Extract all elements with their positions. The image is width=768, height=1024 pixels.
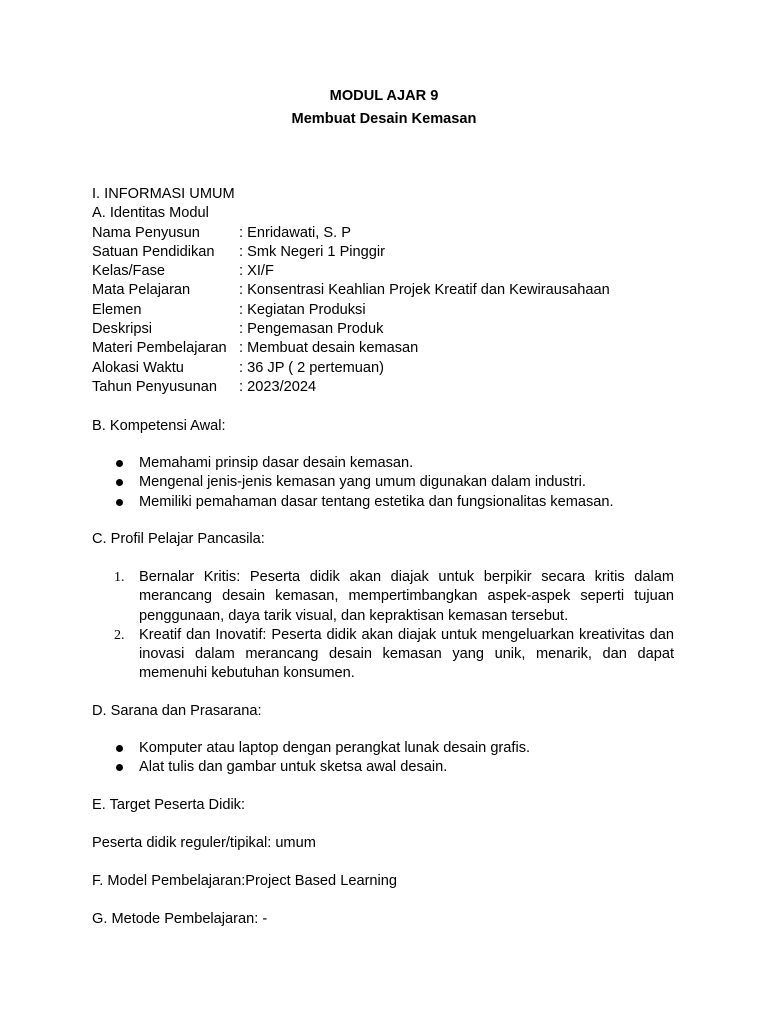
section-target-heading: E. Target Peserta Didik: <box>92 797 246 813</box>
section-kompetensi-heading: B. Kompetensi Awal: <box>92 418 226 434</box>
module-subtitle: Membuat Desain Kemasan <box>291 111 477 127</box>
identity-label: Materi Pembelajaran <box>92 340 227 357</box>
identity-row-deskripsi <box>92 320 676 339</box>
identity-row-elemen <box>92 301 676 320</box>
identity-value: : Pengemasan Produk <box>239 321 384 338</box>
list-item-text: Alat tulis dan gambar untuk sketsa awal desain. <box>139 759 448 776</box>
bullet-icon <box>116 479 123 486</box>
identity-value: : Konsentrasi Keahlian Projek Kreatif dan Kewirausahaan <box>239 282 610 299</box>
identity-value: : XI/F <box>239 263 274 280</box>
bullet-icon <box>116 460 123 467</box>
identity-value: : Enridawati, S. P <box>239 224 351 241</box>
identity-row-alokasi <box>92 359 676 378</box>
identity-row-mapel <box>92 281 676 300</box>
subsection-heading: A. Identitas Modul <box>92 205 209 222</box>
section-profil-heading: C. Profil Pelajar Pancasila: <box>92 531 265 547</box>
section-heading: I. INFORMASI UMUM <box>92 186 235 202</box>
identity-row-tahun <box>92 378 676 397</box>
identity-label: Alokasi Waktu <box>92 359 184 376</box>
section-model-heading: F. Model Pembelajaran:Project Based Learning <box>92 873 398 889</box>
identity-row-materi <box>92 339 676 358</box>
identity-value: : 2023/2024 <box>239 378 317 395</box>
identity-label: Mata Pelajaran <box>92 282 191 299</box>
identity-row-satuan <box>92 243 676 262</box>
profil-list <box>92 568 674 684</box>
module-title: MODUL AJAR 9 <box>329 88 439 104</box>
identity-value: : Smk Negeri 1 Pinggir <box>239 243 385 260</box>
identity-value: : 36 JP ( 2 pertemuan) <box>239 359 384 376</box>
identity-value: : Membuat desain kemasan <box>239 340 419 357</box>
list-item-text: Bernalar Kritis: Peserta didik akan diajak untuk berpikir secara kritis dalam merancang desain kemasan, mempertimbangkan aspek-aspek seperti tujuan penggunaan, daya tarik visual, dan kepraktisan kemasan tersebut. <box>139 569 674 624</box>
section-informasi-umum <box>92 185 676 397</box>
list-number: 1. <box>114 570 125 585</box>
list-item-text: Memiliki pemahaman dasar tentang estetika dan fungsionalitas kemasan. <box>139 493 614 510</box>
bullet-icon <box>116 764 123 771</box>
kompetensi-list <box>92 454 676 512</box>
identity-label: Deskripsi <box>92 321 153 338</box>
list-item <box>92 473 676 492</box>
identity-label: Satuan Pendidikan <box>92 243 215 260</box>
identity-label: Nama Penyusun <box>92 224 200 241</box>
identity-label: Kelas/Fase <box>92 263 166 280</box>
list-item <box>92 626 674 684</box>
list-number: 2. <box>114 627 125 643</box>
bullet-icon <box>116 499 123 506</box>
list-item-text: Komputer atau laptop dengan perangkat lunak desain grafis. <box>139 740 531 756</box>
sarana-list <box>92 739 676 778</box>
identity-label: Elemen <box>92 301 142 318</box>
list-item <box>92 454 676 473</box>
section-sarana-heading: D. Sarana dan Prasarana: <box>92 703 262 719</box>
list-item-text: Memahami prinsip dasar desain kemasan. <box>139 455 414 471</box>
list-item-text: Mengenal jenis-jenis kemasan yang umum digunakan dalam industri. <box>139 474 586 491</box>
list-item-text: Kreatif dan Inovatif: Peserta didik akan diajak untuk mengeluarkan kreativitas dan inovasi dalam merancang desain kemasan yang unik, menarik, dan dapat memenuhi kebutuhan konsumen. <box>139 626 674 682</box>
identity-row-kelas <box>92 262 676 281</box>
identity-row-penyusun <box>92 224 676 243</box>
bullet-icon <box>116 745 123 752</box>
section-metode-heading: G. Metode Pembelajaran: - <box>92 911 268 927</box>
target-text: Peserta didik reguler/tipikal: umum <box>92 835 316 851</box>
list-item <box>92 493 676 512</box>
identity-label: Tahun Penyusunan <box>92 378 217 395</box>
list-item <box>92 739 676 758</box>
identity-value: : Kegiatan Produksi <box>239 301 366 318</box>
list-item <box>92 568 674 626</box>
list-item <box>92 758 676 777</box>
